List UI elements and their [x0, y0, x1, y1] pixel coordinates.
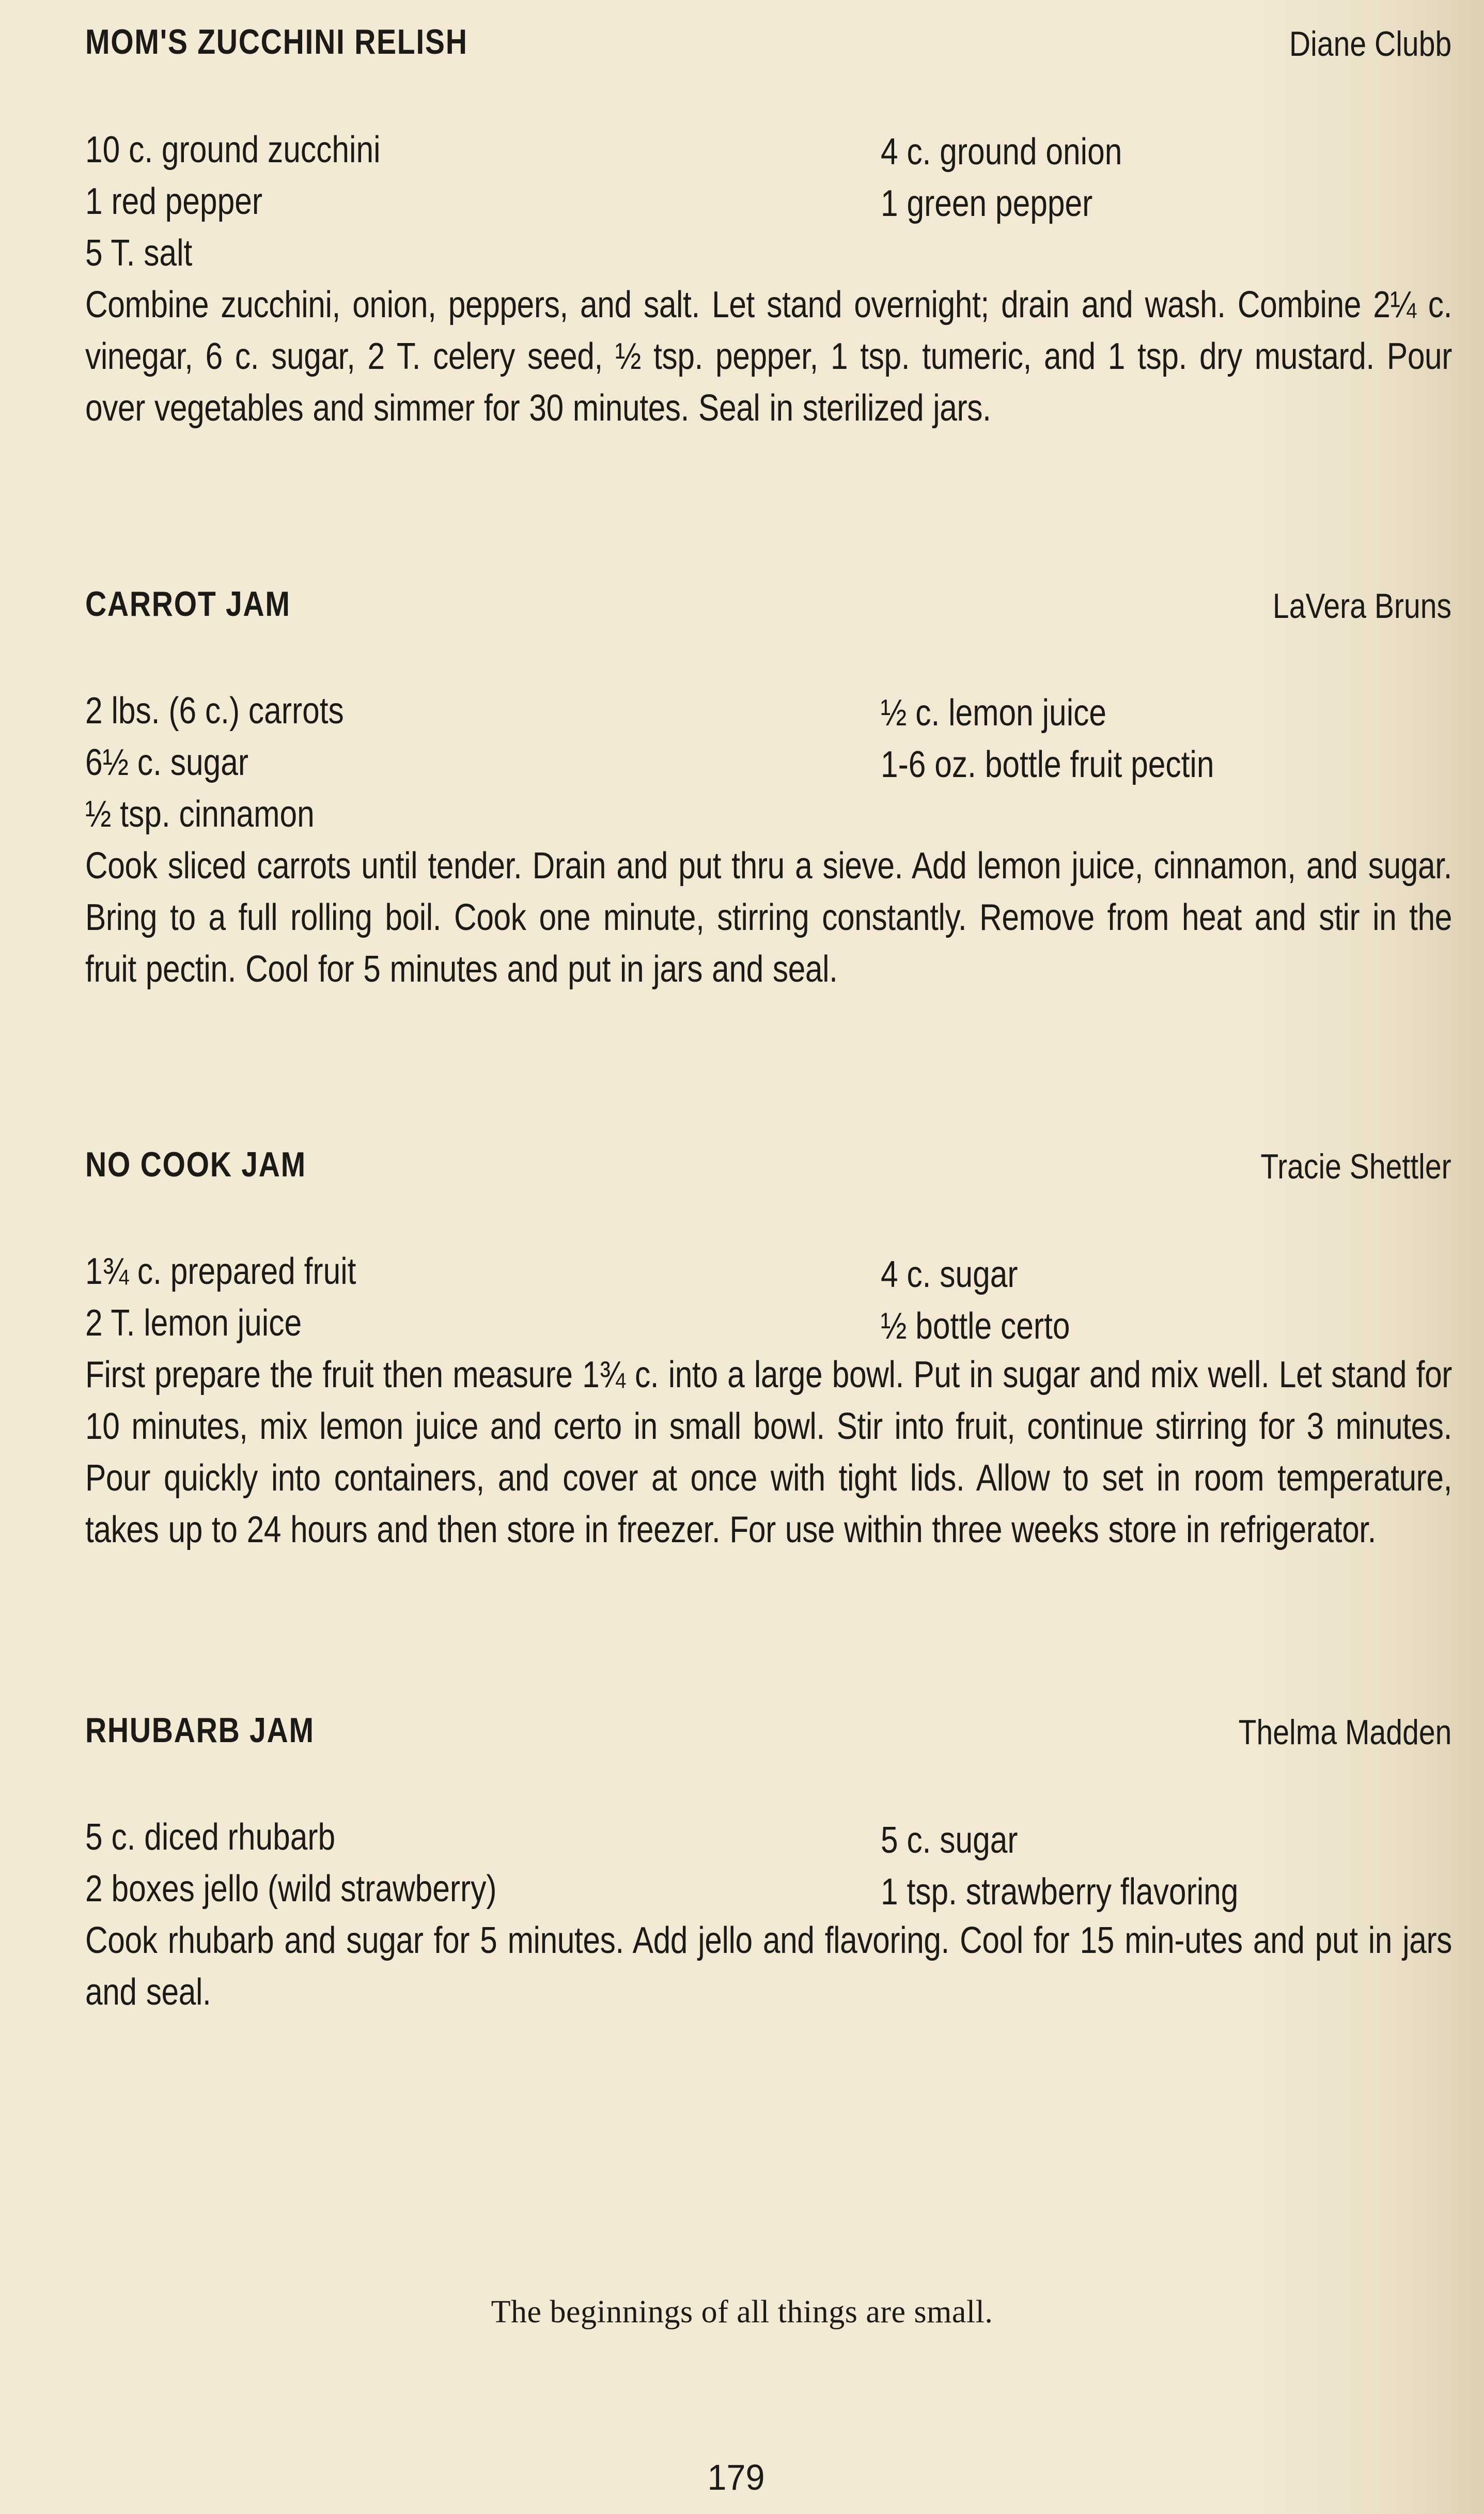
instructions	[85, 1915, 1451, 2018]
instructions-text: Cook rhubarb and sugar for 5 minutes. Add jello and flavoring. Cool for 15 min-utes and put in jars and seal.	[85, 1920, 1452, 2013]
ingredient: 2 lbs. (6 c.) carrots	[85, 690, 344, 732]
ingredient: ½ bottle certo	[881, 1306, 1070, 1347]
ingredient: ½ c. lemon juice	[881, 692, 1107, 734]
instructions-text: Combine zucchini, onion, peppers, and salt. Let stand overnight; drain and wash. Combine 2¼ c. vinegar, 6 c. sugar, 2 T. celery seed, ½ tsp. pepper, 1 tsp. tumeric, and 1 tsp. dry mustard. Pour over vegetables and simmer for 30 minutes. Seal in sterilized jars.	[85, 284, 1452, 429]
ingredient: ½ tsp. cinnamon	[85, 794, 315, 835]
instructions-text: Cook sliced carrots until tender. Drain and put thru a sieve. Add lemon juice, cinnamon, and sugar. Bring to a full rolling boil. Cook one minute, stirring constantly. Remove from heat and stir in the fruit pectin. Cool for 5 minutes and put in jars and seal.	[85, 845, 1452, 990]
ingredient: 1 tsp. strawberry flavoring	[881, 1871, 1239, 1913]
recipe-author: LaVera Bruns	[1272, 586, 1451, 626]
ingredient: 2 T. lemon juice	[85, 1302, 302, 1344]
recipe-author: Tracie Shettler	[1260, 1147, 1451, 1186]
ingredient: 1-6 oz. bottle fruit pectin	[881, 744, 1214, 785]
recipe-author: Thelma Madden	[1238, 1713, 1451, 1752]
recipe-title: MOM'S ZUCCHINI RELISH	[85, 22, 468, 61]
ingredient: 4 c. ground onion	[881, 131, 1122, 173]
recipe-title: RHUBARB JAM	[85, 1711, 315, 1750]
ingredient: 5 T. salt	[85, 232, 193, 274]
footer-quote: The beginnings of all things are small.	[491, 2294, 993, 2330]
instructions-text: First prepare the fruit then measure 1¾ c. into a large bowl. Put in sugar and mix well. Let stand for 10 minutes, mix lemon juice and certo in small bowl. Stir into fruit, continue stirring for 3 minutes. Pour quickly into containers, and cover at once with tight lids. Allow to set in room temperature, takes up to 24 hours and then store in freezer. For use within three weeks store in refrigerator.	[85, 1354, 1452, 1550]
instructions	[85, 279, 1451, 434]
ingredient: 2 boxes jello (wild strawberry)	[85, 1868, 497, 1910]
instructions	[85, 840, 1451, 995]
ingredient: 10 c. ground zucchini	[85, 129, 381, 170]
ingredient: 1¾ c. prepared fruit	[85, 1251, 356, 1292]
ingredient: 6½ c. sugar	[85, 742, 249, 783]
ingredient: 4 c. sugar	[881, 1254, 1018, 1295]
ingredient: 5 c. diced rhubarb	[85, 1817, 336, 1858]
ingredient: 1 green pepper	[881, 183, 1093, 224]
recipe-title: CARROT JAM	[85, 584, 291, 624]
page-number: 179	[707, 2457, 765, 2497]
recipe-author: Diane Clubb	[1289, 24, 1451, 64]
instructions	[85, 1349, 1451, 1556]
ingredient: 5 c. sugar	[881, 1820, 1018, 1861]
recipe-title: NO COOK JAM	[85, 1145, 306, 1184]
ingredient: 1 red pepper	[85, 181, 262, 222]
